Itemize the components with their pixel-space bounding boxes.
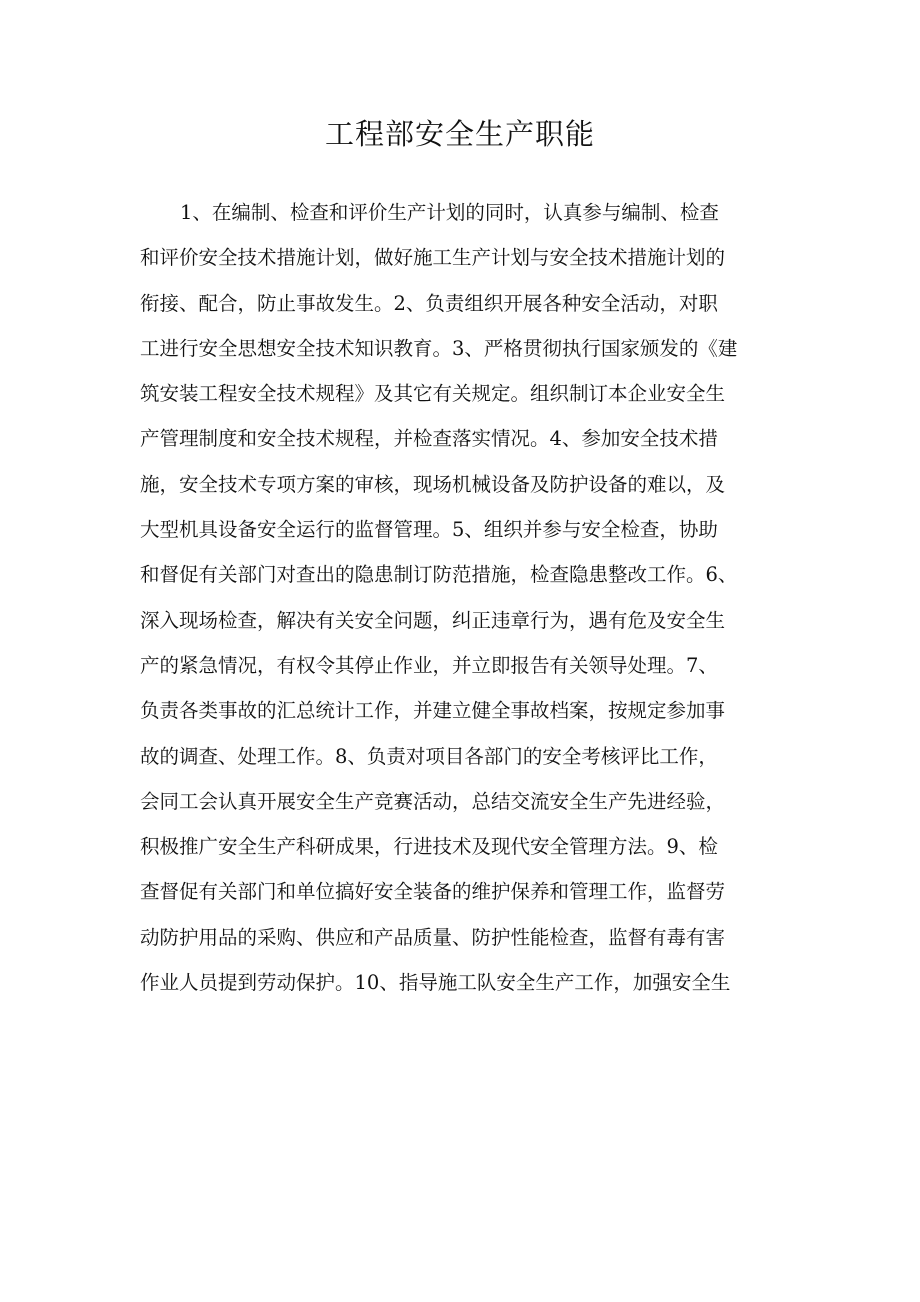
document-title: 工程部安全生产职能 bbox=[324, 117, 595, 151]
body-line: 故的调查、处理工作。8、负责对项目各部门的安全考核评比工作， bbox=[140, 744, 718, 768]
document-body bbox=[140, 190, 800, 1005]
body-line: 1、在编制、检查和评价生产计划的同时，认真参与编制、检查 bbox=[180, 201, 719, 224]
body-line: 深入现场检查，解决有关安全问题，纠正违章行为，遇有危及安全生 bbox=[140, 608, 726, 632]
body-line: 大型机具设备安全运行的监督管理。5、组织并参与安全检查，协助 bbox=[140, 518, 718, 542]
body-line: 积极推广安全生产科研成果，行进技术及现代安全管理方法。9、检 bbox=[140, 835, 718, 859]
body-line: 负责各类事故的汇总统计工作，并建立健全事故档案，按规定参加事 bbox=[140, 699, 726, 723]
body-line: 筑安装工程安全技术规程》及其它有关规定。组织制订本企业安全生 bbox=[140, 382, 726, 406]
body-line: 和督促有关部门对查出的隐患制订防范措施，检查隐患整改工作。6、 bbox=[140, 563, 738, 587]
body-line: 会同工会认真开展安全生产竞赛活动，总结交流安全生产先进经验， bbox=[140, 789, 726, 813]
body-line: 作业人员提到劳动保护。10、指导施工队安全生产工作，加强安全生 bbox=[140, 971, 731, 995]
body-line: 动防护用品的采购、供应和产品质量、防护性能检查，监督有毒有害 bbox=[140, 925, 726, 949]
body-line: 产的紧急情况，有权令其停止作业，并立即报告有关领导处理。7、 bbox=[140, 653, 718, 677]
body-line: 衔接、配合，防止事故发生。2、负责组织开展各种安全活动，对职 bbox=[140, 291, 718, 315]
body-line: 施，安全技术专项方案的审核，现场机械设备及防护设备的难以，及 bbox=[140, 472, 726, 496]
body-line: 工进行安全思想安全技术知识教育。3、严格贯彻执行国家颁发的《建 bbox=[140, 336, 738, 360]
body-line: 查督促有关部门和单位搞好安全装备的维护保养和管理工作，监督劳 bbox=[140, 880, 726, 904]
body-line: 和评价安全技术措施计划，做好施工生产计划与安全技术措施计划的 bbox=[140, 246, 726, 270]
body-line: 产管理制度和安全技术规程，并检查落实情况。4、参加安全技术措 bbox=[140, 427, 718, 451]
